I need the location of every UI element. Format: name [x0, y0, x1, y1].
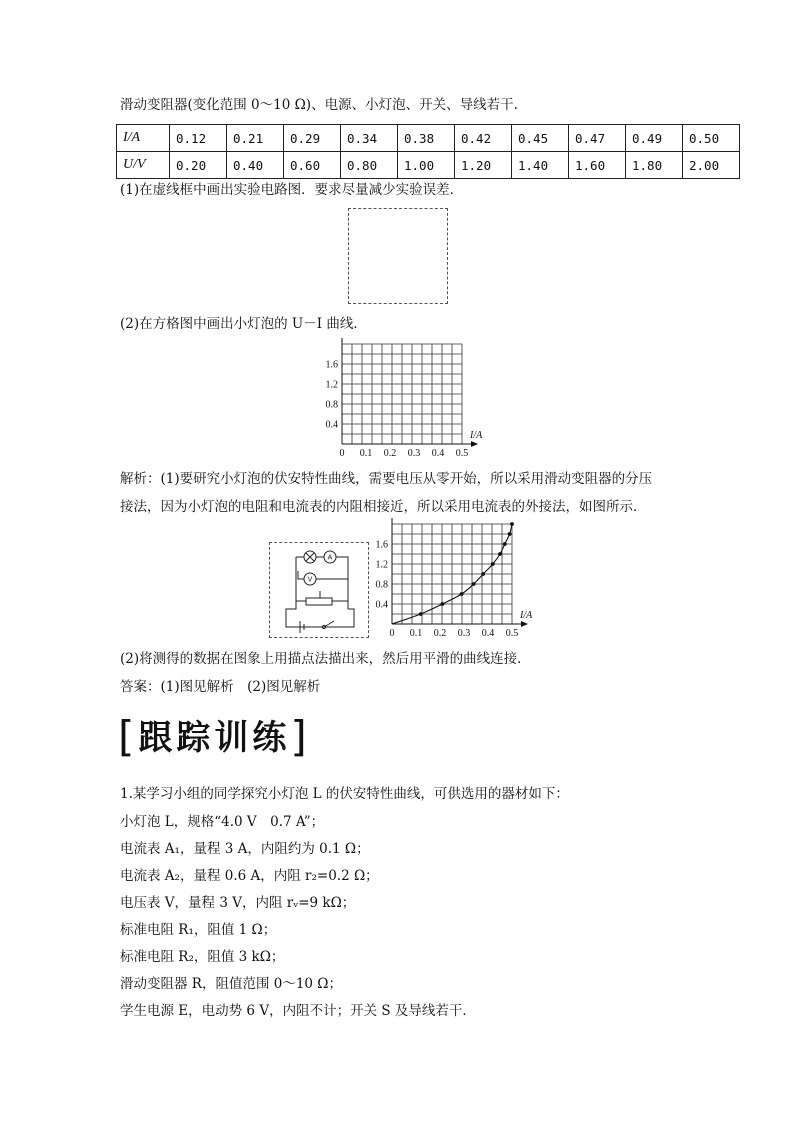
list-item: 学生电源 E，电动势 6 V，内阻不计；开关 S 及导线若干． — [120, 1003, 476, 1019]
bracket-right-icon: ] — [290, 712, 311, 761]
table-cell: 1.80 — [626, 152, 683, 179]
table-row — [117, 125, 740, 152]
x-tick-label: 0.2 — [383, 448, 397, 459]
analysis-line-3: (2)将测得的数据在图象上用描点法描出来，然后用平滑的曲线连接． — [120, 651, 531, 667]
x-tick-label: 0.1 — [359, 448, 373, 459]
x-tick-label: 0.5 — [505, 628, 519, 639]
y-tick-label: 0.4 — [325, 419, 338, 431]
table-cell: 0.60 — [284, 152, 341, 179]
voltmeter-label: V — [307, 576, 313, 584]
intro-line: 滑动变阻器(变化范围 0～10 Ω)、电源、小灯泡、开关、导线若干. — [120, 97, 518, 113]
data-point — [498, 552, 502, 556]
table-cell: 0.80 — [341, 152, 398, 179]
data-point — [510, 522, 514, 526]
question-2: (2)在方格图中画出小灯泡的 U－I 曲线． — [120, 316, 367, 332]
table-cell: 0.20 — [170, 152, 227, 179]
circuit-answer-box — [348, 208, 448, 304]
circuit-diagram — [270, 543, 368, 637]
table-cell: 0.50 — [683, 125, 740, 152]
ammeter-label: A — [327, 554, 333, 562]
section-title: 跟踪训练 — [138, 718, 291, 758]
y-tick-label: 0.8 — [325, 399, 338, 411]
list-item: 电流表 A₂，量程 0.6 A，内阻 r₂=0.2 Ω； — [120, 868, 379, 884]
x-axis-arrow-icon — [471, 441, 478, 447]
data-point — [441, 602, 445, 606]
table-cell: 0.34 — [341, 125, 398, 152]
x-tick-label: 0 — [389, 628, 395, 639]
table-cell: 0.47 — [569, 125, 626, 152]
table-cell: 1.60 — [569, 152, 626, 179]
x-tick-label: 0.4 — [481, 628, 495, 639]
table-cell: 1.00 — [398, 152, 455, 179]
y-tick-label: 0.4 — [375, 599, 388, 611]
list-item: 标准电阻 R₁，阻值 1 Ω； — [120, 922, 277, 938]
x-tick-label: 0.3 — [407, 448, 421, 459]
table-row-header: U/V — [117, 152, 170, 179]
x-axis-arrow-icon — [521, 621, 528, 627]
section-heading — [118, 710, 311, 759]
y-tick-label: 1.2 — [375, 559, 388, 571]
table-cell: 0.21 — [227, 125, 284, 152]
x-tick-label: 0.5 — [455, 448, 469, 459]
x-tick-label: 0.2 — [433, 628, 447, 639]
list-item: 电流表 A₁，量程 3 A，内阻约为 0.1 Ω； — [120, 841, 370, 857]
x-axis-label: I/A — [470, 430, 483, 441]
table-cell: 1.20 — [455, 152, 512, 179]
table-row — [117, 152, 740, 179]
answer-line: 答案：(1)图见解析 (2)图见解析 — [120, 679, 321, 695]
y-tick-label: 1.6 — [375, 539, 388, 551]
table-cell: 0.49 — [626, 125, 683, 152]
table-cell: 0.40 — [227, 152, 284, 179]
table-cell: 0.29 — [284, 125, 341, 152]
table-cell: 1.40 — [512, 152, 569, 179]
answer-curve-chart — [362, 518, 538, 642]
table-cell: 0.45 — [512, 125, 569, 152]
x-tick-label: 0.4 — [431, 448, 445, 459]
data-point — [508, 532, 512, 536]
y-tick-label: 1.6 — [325, 359, 338, 371]
data-point — [503, 542, 507, 546]
y-tick-label: 0.8 — [375, 579, 388, 591]
table-cell: 0.12 — [170, 125, 227, 152]
analysis-line-2: 接法，因为小灯泡的电阻和电流表的内阻相接近，所以采用电流表的外接法，如图所示． — [120, 499, 647, 515]
list-item: 滑动变阻器 R，阻值范围 0～10 Ω； — [120, 976, 342, 992]
list-item: 标准电阻 R₂，阻值 3 kΩ； — [120, 949, 285, 965]
table-cell: 0.38 — [398, 125, 455, 152]
x-tick-label: 0 — [339, 448, 345, 459]
data-point — [472, 582, 476, 586]
data-point — [460, 592, 464, 596]
question-1: (1)在虚线框中画出实验电路图．要求尽量减少实验误差． — [120, 182, 464, 198]
bracket-left-icon: [ — [118, 712, 139, 761]
data-table — [116, 124, 740, 179]
data-point — [481, 572, 485, 576]
x-tick-label: 0.1 — [409, 628, 423, 639]
circuit-diagram-box — [269, 542, 369, 638]
table-cell: 0.42 — [455, 125, 512, 152]
y-tick-label: 1.2 — [325, 379, 338, 391]
x-tick-label: 0.3 — [457, 628, 471, 639]
data-point — [491, 562, 495, 566]
blank-grid-chart — [312, 338, 488, 462]
data-point — [419, 612, 423, 616]
x-axis-label: I/A — [520, 610, 533, 621]
table-row-header: I/A — [117, 125, 170, 152]
switch-icon — [324, 621, 334, 627]
circuit-wire — [298, 571, 304, 579]
list-item: 小灯泡 L，规格“4.0 V 0.7 A”； — [120, 814, 325, 830]
exercise-stem: 1.某学习小组的同学探究小灯泡 L 的伏安特性曲线，可供选用的器材如下： — [120, 786, 569, 802]
table-cell: 2.00 — [683, 152, 740, 179]
analysis-line-1: 解析：(1)要研究小灯泡的伏安特性曲线，需要电压从零开始，所以采用滑动变阻器的分压 — [120, 471, 653, 487]
rheostat-icon — [306, 598, 332, 605]
list-item: 电压表 V，量程 3 V，内阻 rᵥ=9 kΩ； — [120, 895, 356, 911]
